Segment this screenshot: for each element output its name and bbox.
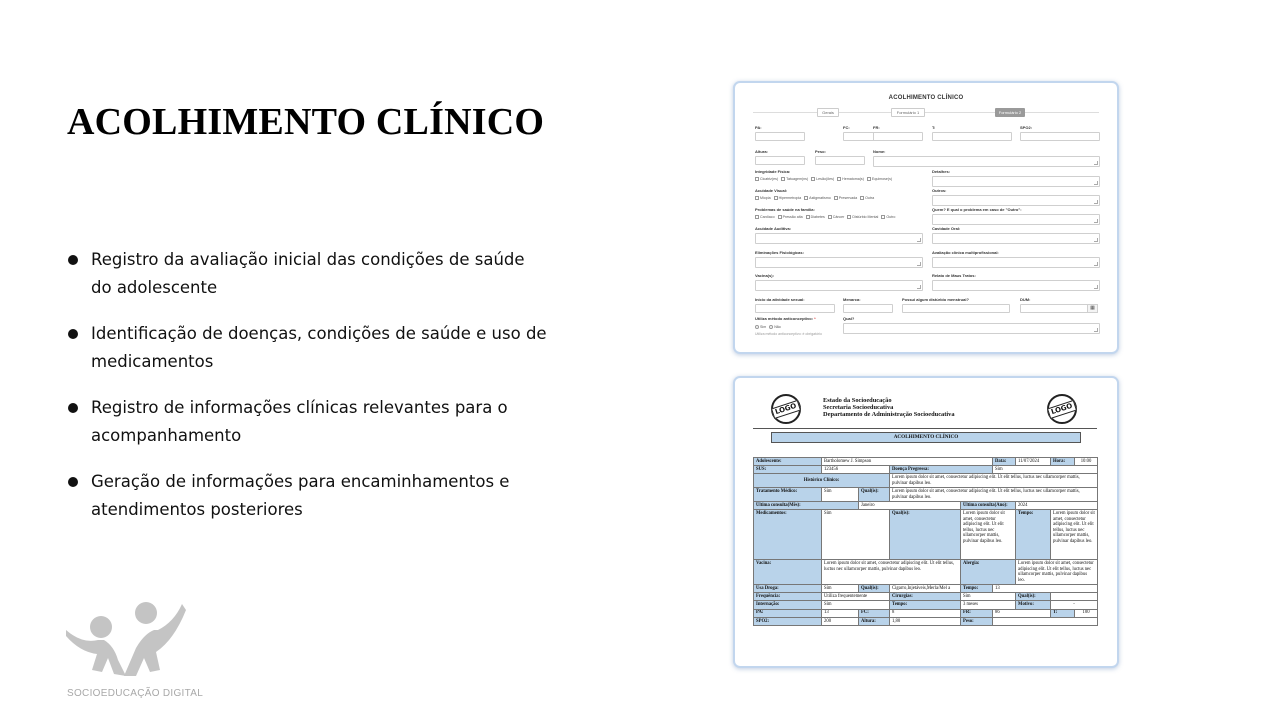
slide-title: ACOLHIMENTO CLÍNICO — [67, 101, 545, 143]
table-cell: PA: — [754, 609, 822, 617]
option-label: Astigmatismo — [809, 196, 831, 200]
table-cell: Cigarro,Injetáveis,Merla/Mel a — [890, 585, 961, 593]
table-cell: 86 — [993, 609, 1051, 617]
input-outros[interactable] — [932, 195, 1100, 206]
table-cell: Internação: — [754, 601, 822, 609]
table-cell: Tempo: — [961, 585, 993, 593]
report-table — [753, 457, 1098, 626]
label-t: T: — [932, 125, 936, 130]
table-cell: Sim — [822, 585, 859, 593]
required-mark: * — [814, 316, 816, 321]
radio-button[interactable] — [755, 325, 759, 329]
table-cell: Utiliza frequentemente — [822, 593, 890, 601]
bullet-dot-icon — [68, 477, 78, 487]
table-cell: Lorem ipsum dolor sit amet, consectetur adipiscing elit. Ut elit tellus, luctus nec ullamcorper mattis, pulvinar dapibus leo. — [890, 488, 1098, 502]
label-anticoncepcional — [755, 316, 816, 321]
option-label: Lesão(ões) — [816, 177, 835, 181]
bullet-dot-icon — [68, 329, 78, 339]
table-row — [754, 560, 1098, 585]
option-label: Tatuagem(ns) — [786, 177, 809, 181]
calendar-icon[interactable]: ▦ — [1087, 304, 1098, 313]
table-cell: 2024 — [1016, 501, 1098, 509]
table-cell: FC: — [859, 609, 890, 617]
bullet-item — [68, 468, 548, 524]
tab-divider — [753, 112, 1099, 113]
integridade-options — [753, 177, 892, 181]
stamp-text: LOGO — [1047, 399, 1077, 418]
checkbox[interactable] — [806, 215, 810, 219]
table-cell: Tempo: — [1016, 510, 1051, 560]
form-screenshot — [733, 81, 1119, 354]
table-row — [754, 617, 1098, 625]
radio-button[interactable] — [769, 325, 773, 329]
checkbox[interactable] — [811, 177, 815, 181]
table-row — [754, 510, 1098, 560]
table-cell: 11/07/2024 — [1016, 458, 1051, 466]
table-cell — [993, 617, 1098, 625]
label-altura: Altura: — [755, 149, 768, 154]
table-cell: Frequência: — [754, 593, 822, 601]
bullet-text: Registro da avaliação inicial das condições de saúde do adolescente — [91, 250, 525, 297]
label-acuidade-visual: Acuidade Visual: — [755, 188, 788, 193]
table-cell: Qual(is): — [859, 488, 890, 502]
anticoncepcional-radios — [753, 325, 781, 329]
table-cell: Histórico Clínico: — [754, 474, 890, 488]
checkbox[interactable] — [847, 215, 851, 219]
table-cell: Vacina: — [754, 560, 822, 585]
option-label: Distúrbio Mental — [852, 215, 879, 219]
label-integridade: Integridade Física: — [755, 169, 791, 174]
input-qual[interactable] — [843, 323, 1100, 334]
option-label: Cicatriz(es) — [760, 177, 779, 181]
input-inicio-atividade[interactable] — [755, 304, 835, 313]
validation-hint: Utiliza método anticonceptivo: é obrigatório — [755, 332, 822, 336]
table-cell: Qual(is): — [1016, 593, 1051, 601]
table-cell: Medicamentos: — [754, 510, 822, 560]
table-cell: 100 — [1075, 609, 1098, 617]
checkbox[interactable] — [860, 196, 864, 200]
report-header — [823, 397, 955, 418]
checkbox[interactable] — [778, 215, 782, 219]
input-spo2[interactable] — [1020, 132, 1100, 141]
label-fr: FR: — [873, 125, 880, 130]
option-label: Miopia — [760, 196, 771, 200]
table-cell: Bartholomew J. Simpson — [822, 458, 993, 466]
acuidade-options — [753, 196, 874, 200]
table-cell: Lorem ipsum dolor sit amet, consectetur adipiscing elit. Ut elit tellus, luctus nec ullamcorper mattis, pulvinar dapibus leo. — [1051, 510, 1098, 560]
input-dum[interactable] — [1020, 304, 1088, 313]
table-cell: Lorem ipsum dolor sit amet, consectetur adipiscing elit. Ut elit tellus, luctus nec ullamcorper mattis, pulvinar dapibus leo. — [890, 474, 1098, 488]
table-cell: 8 — [890, 609, 961, 617]
table-cell: 1,80 — [890, 617, 961, 625]
option-label: Hipermetropia — [778, 196, 802, 200]
footer-brand: SOCIOEDUCAÇÃO DIGITAL — [67, 688, 204, 699]
option-label: Outro — [886, 215, 896, 219]
table-cell: Tempo: — [890, 601, 961, 609]
input-pa[interactable] — [755, 132, 805, 141]
input-detalhes[interactable] — [932, 176, 1100, 187]
bullet-text: Geração de informações para encaminhamentos e atendimentos posteriores — [91, 472, 510, 519]
report-screenshot — [733, 376, 1119, 668]
option-label: Hematoma(s) — [842, 177, 864, 181]
label-eliminacoes: Eliminações Fisiológicas: — [755, 250, 804, 255]
table-row — [754, 609, 1098, 617]
table-cell: 10:00 — [1075, 458, 1098, 466]
checkbox[interactable] — [755, 177, 759, 181]
table-row — [754, 474, 1098, 488]
table-cell: FR: — [961, 609, 993, 617]
table-cell: Lorem ipsum dolor sit amet, consectetur adipiscing elit. Ut elit tellus, luctus nec ullamcorper mattis, pulvinar dapibus leo. — [961, 510, 1016, 560]
label-qual: Qual? — [843, 316, 855, 321]
input-altura[interactable] — [755, 156, 805, 165]
input-eliminacoes[interactable] — [755, 257, 923, 268]
table-cell: - — [1051, 601, 1098, 609]
table-cell: 200 — [822, 617, 859, 625]
bullet-text: Identificação de doenças, condições de saúde e uso de medicamentos — [91, 324, 547, 371]
label-cavidade-oral: Cavidade Oral: — [932, 226, 961, 231]
checkbox[interactable] — [804, 196, 808, 200]
bullet-item — [68, 246, 548, 302]
tab-formulario-2[interactable]: Formulário 2 — [995, 108, 1025, 117]
table-cell: Sim — [822, 601, 890, 609]
bullet-text: Registro de informações clínicas relevantes para o acompanhamento — [91, 398, 508, 445]
table-cell: Sim — [822, 488, 859, 502]
table-cell: Alergia: — [961, 560, 1016, 585]
label-pa: PA: — [755, 125, 762, 130]
table-cell: Data: — [993, 458, 1016, 466]
table-cell: 123456 — [822, 466, 890, 474]
table-row — [754, 601, 1098, 609]
table-cell: Adolescente: — [754, 458, 822, 466]
checkbox[interactable] — [755, 215, 759, 219]
checkbox[interactable] — [834, 196, 838, 200]
label-menarca: Menarca: — [843, 297, 861, 302]
label-spo2: SPO2: — [1020, 125, 1033, 130]
bullet-item — [68, 320, 548, 376]
label-nome: Nome: — [873, 149, 886, 154]
input-menarca[interactable] — [843, 304, 893, 313]
table-cell: Qual(is): — [859, 585, 890, 593]
label-peso: Peso: — [815, 149, 826, 154]
table-cell: 13 — [822, 609, 859, 617]
table-row — [754, 501, 1098, 509]
table-cell: SPO2: — [754, 617, 822, 625]
table-cell: Sim — [993, 466, 1098, 474]
input-quem[interactable] — [932, 214, 1100, 225]
label-quem: Quem? E qual o problema em caso de "Outro": — [932, 207, 1022, 212]
option-label: Pressão alta — [782, 215, 803, 219]
table-cell: Última consulta(Ano): — [961, 501, 1016, 509]
table-cell: Motivo: — [1016, 601, 1051, 609]
bullet-dot-icon — [68, 255, 78, 265]
tab-gerais[interactable]: Gerais — [817, 108, 839, 117]
label-vacinas: Vacina(s): — [755, 273, 774, 278]
label-detalhes: Detalhes: — [932, 169, 951, 174]
two-people-icon — [64, 600, 186, 678]
option-label: Equimose(s) — [871, 177, 893, 181]
table-cell: T: — [1051, 609, 1075, 617]
table-row — [754, 488, 1098, 502]
option-label: Diabetes — [810, 215, 825, 219]
input-relato-maus-tratos[interactable] — [932, 280, 1100, 291]
option-label: Não — [774, 325, 781, 329]
checkbox[interactable] — [781, 177, 785, 181]
input-t[interactable] — [932, 132, 1012, 141]
table-cell: Qual(is): — [890, 510, 961, 560]
table-cell: Sim — [822, 510, 890, 560]
label-fc: FC: — [843, 125, 850, 130]
table-row — [754, 593, 1098, 601]
table-cell: Doença Pregressa: — [890, 466, 993, 474]
table-cell: Última consulta(Mês): — [754, 501, 859, 509]
checkbox[interactable] — [755, 196, 759, 200]
header-line: Departamento de Administração Socioeducativa — [823, 411, 955, 418]
label-inicio-atividade: Início da atividade sexual: — [755, 297, 805, 302]
label-text: Utiliza método anticonceptivo: — [755, 316, 814, 321]
table-cell: Sim — [961, 593, 1016, 601]
logo-stamp-right — [1047, 394, 1077, 424]
header-line: Estado da Socioeducação — [823, 397, 892, 404]
header-rule — [753, 428, 1097, 429]
table-cell: Lorem ipsum dolor sit amet, consectetur adipiscing elit. Ut elit tellus, luctus nec ullamcorper mattis, pulvinar dapibus leo. — [1016, 560, 1098, 585]
table-row — [754, 466, 1098, 474]
input-avaliacao-multi[interactable] — [932, 257, 1100, 268]
input-acuidade-auditiva[interactable] — [755, 233, 923, 244]
option-label: Outra — [865, 196, 875, 200]
label-relato-maus-tratos: Relato de Maus Tratos: — [932, 273, 976, 278]
table-cell: Janeiro — [859, 501, 961, 509]
option-label: Cardíaco — [760, 215, 775, 219]
table-cell: 3 meses — [961, 601, 1016, 609]
checkbox[interactable] — [881, 215, 885, 219]
option-label: Sim — [760, 325, 767, 329]
input-peso[interactable] — [815, 156, 865, 165]
option-label: Preservada — [838, 196, 858, 200]
label-disturbio-menstrual: Possui algum distúrbio menstrual? — [902, 297, 969, 302]
report-title: ACOLHIMENTO CLÍNICO — [771, 432, 1081, 443]
table-cell: 13 — [993, 585, 1098, 593]
table-row — [754, 585, 1098, 593]
bullet-list — [68, 246, 548, 542]
table-cell: Lorem ipsum dolor sit amet, consectetur adipiscing elit. Ut elit tellus, luctus nec ullamcorper mattis, pulvinar dapibus leo. — [822, 560, 961, 585]
header-line: Secretaria Socioeducativa — [823, 404, 894, 411]
input-disturbio-menstrual[interactable] — [902, 304, 1010, 313]
form-title: ACOLHIMENTO CLÍNICO — [888, 95, 964, 101]
label-acuidade-auditiva: Acuidade Auditiva: — [755, 226, 792, 231]
bullet-dot-icon — [68, 403, 78, 413]
label-problemas-familia: Problemas de saúde na família: — [755, 207, 815, 212]
input-vacinas[interactable] — [755, 280, 923, 291]
table-cell: Peso: — [961, 617, 993, 625]
bullet-item — [68, 394, 548, 450]
label-avaliacao-multi: Avaliação clínica multiprofissional: — [932, 250, 999, 255]
table-cell — [1051, 593, 1098, 601]
input-fr[interactable] — [873, 132, 923, 141]
table-cell: Altura: — [859, 617, 890, 625]
tab-formulario-1[interactable]: Formulário 1 — [891, 108, 925, 117]
option-label: Câncer — [832, 215, 845, 219]
checkbox[interactable] — [774, 196, 778, 200]
input-nome[interactable] — [873, 156, 1100, 167]
table-cell: Cirurgias: — [890, 593, 961, 601]
label-outros: Outros: — [932, 188, 947, 193]
checkbox[interactable] — [828, 215, 832, 219]
label-dum: DUM: — [1020, 297, 1031, 302]
table-cell: SUS: — [754, 466, 822, 474]
table-row — [754, 458, 1098, 466]
checkbox[interactable] — [837, 177, 841, 181]
table-cell: Hora: — [1051, 458, 1075, 466]
checkbox[interactable] — [867, 177, 871, 181]
table-cell: Tratamento Médico: — [754, 488, 822, 502]
input-cavidade-oral[interactable] — [932, 233, 1100, 244]
familia-options — [753, 215, 895, 219]
logo-stamp-left — [771, 394, 801, 424]
stamp-text: LOGO — [771, 399, 801, 418]
table-cell: Usa Droga: — [754, 585, 822, 593]
